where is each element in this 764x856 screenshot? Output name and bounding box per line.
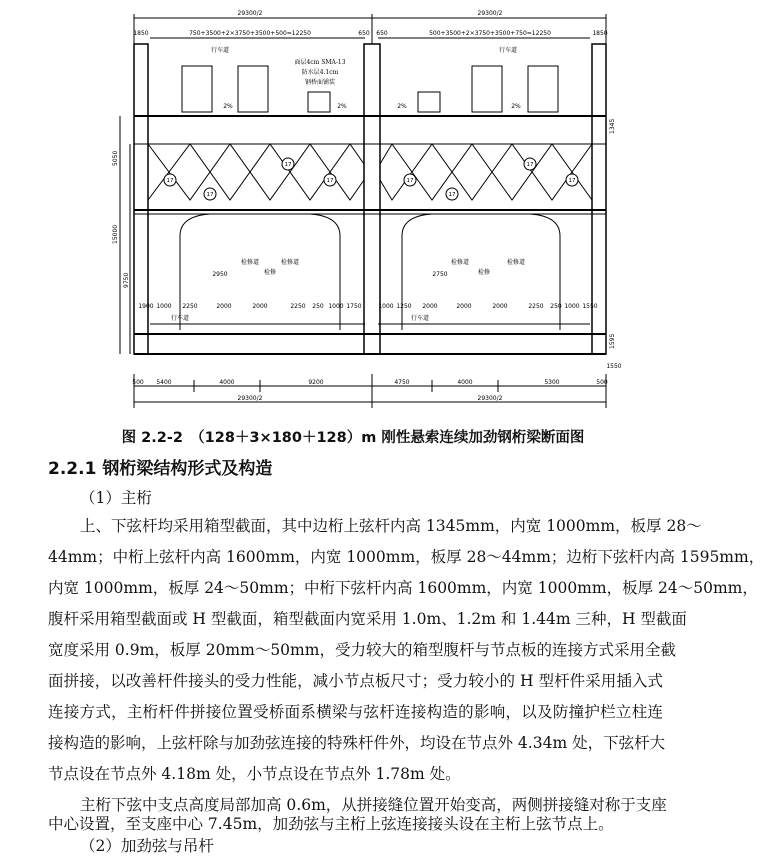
svg-text:9200: 9200 — [308, 379, 324, 386]
svg-text:2950: 2950 — [212, 271, 228, 278]
svg-text:1900: 1900 — [138, 303, 154, 310]
svg-text:500+3500+2×3750+3500+750=12250: 500+3500+2×3750+3500+750=12250 — [429, 30, 551, 37]
svg-text:2750: 2750 — [432, 271, 448, 278]
svg-text:2000: 2000 — [216, 303, 232, 310]
svg-text:2%: 2% — [223, 103, 233, 110]
svg-text:2250: 2250 — [182, 303, 198, 310]
svg-text:1750: 1750 — [346, 303, 362, 310]
truck-icon — [182, 66, 212, 112]
svg-text:行车道: 行车道 — [210, 47, 230, 54]
cross-section-drawing — [112, 4, 622, 414]
svg-text:17: 17 — [166, 178, 174, 184]
truck-icon — [238, 66, 268, 112]
svg-text:2250: 2250 — [290, 303, 306, 310]
svg-text:检修道: 检修道 — [450, 259, 470, 266]
svg-text:行车道: 行车道 — [170, 315, 190, 322]
truss-cross-section-svg — [112, 4, 622, 414]
svg-text:1595: 1595 — [609, 333, 616, 349]
svg-text:2000: 2000 — [456, 303, 472, 310]
svg-text:500: 500 — [596, 379, 608, 386]
section-heading: 2.2.1 钢桁梁结构形式及构造 — [48, 459, 273, 479]
subheading-main-truss: （1）主桁 — [80, 489, 152, 507]
svg-text:检修: 检修 — [263, 269, 277, 276]
svg-text:650: 650 — [358, 30, 370, 37]
svg-text:2%: 2% — [511, 103, 521, 110]
svg-text:5050: 5050 — [112, 150, 119, 166]
car-icon — [308, 92, 330, 112]
svg-text:17: 17 — [526, 162, 534, 168]
svg-text:2%: 2% — [397, 103, 407, 110]
svg-text:500: 500 — [132, 379, 144, 386]
svg-text:1550: 1550 — [582, 303, 598, 310]
svg-text:1850: 1850 — [592, 30, 608, 37]
svg-text:750+3500+2×3750+3500+500=12250: 750+3500+2×3750+3500+500=12250 — [189, 30, 311, 37]
svg-text:2000: 2000 — [252, 303, 268, 310]
svg-text:4000: 4000 — [219, 379, 235, 386]
figure-caption: 图 2.2-2 （128＋3×180＋128）m 刚性悬索连续加劲钢桁梁断面图 — [121, 430, 585, 446]
svg-text:17: 17 — [284, 162, 292, 168]
svg-text:250: 250 — [312, 303, 324, 310]
paragraph-line: 中心设置，至支座中心 7.45m，加劲弦与主桁上弦连接接头设在主桁上弦节点上。 — [48, 815, 614, 833]
paragraph-line: 节点设在节点外 4.18m 处，小节点设在节点外 1.78m 处。 — [48, 765, 461, 783]
svg-text:4750: 4750 — [394, 379, 410, 386]
paragraph-line: 面拼接，以改善杆件接头的受力性能，减小节点板尺寸；受力较小的 H 型杆件采用插入式 — [48, 672, 663, 690]
paragraph-line: 44mm；中桁上弦杆内高 1600mm，内宽 1000mm，板厚 28～44mm；边桁下弦杆内高 1595mm， — [48, 548, 764, 566]
svg-text:5300: 5300 — [544, 379, 560, 386]
svg-text:1345: 1345 — [609, 118, 616, 134]
svg-text:2000: 2000 — [422, 303, 438, 310]
svg-text:钢桥面铺装: 钢桥面铺装 — [304, 79, 336, 86]
top-dim-right: 29300/2 — [477, 10, 503, 17]
svg-text:650: 650 — [376, 30, 388, 37]
svg-text:29300/2: 29300/2 — [477, 395, 503, 402]
svg-text:1000: 1000 — [156, 303, 172, 310]
svg-text:1000: 1000 — [564, 303, 580, 310]
svg-text:检修: 检修 — [477, 269, 491, 276]
svg-text:17: 17 — [206, 192, 214, 198]
svg-text:2000: 2000 — [492, 303, 508, 310]
subheading-stiffening-chord: （2）加劲弦与吊杆 — [80, 837, 214, 855]
svg-text:9750: 9750 — [123, 272, 130, 288]
svg-text:1550: 1550 — [606, 363, 622, 370]
svg-text:行车道: 行车道 — [410, 315, 430, 322]
svg-text:检修道: 检修道 — [240, 259, 260, 266]
car-icon — [418, 92, 440, 112]
paragraph-line: 主桁下弦中支点高度局部加高 0.6m，从拼接缝位置开始变高，两侧拼接缝对称于支座 — [80, 796, 667, 814]
svg-text:检修道: 检修道 — [280, 259, 300, 266]
paragraph-line: 连接方式，主桁杆件拼接位置受桥面系横梁与弦杆连接构造的影响，以及防撞护栏立柱连 — [48, 703, 663, 721]
svg-text:1000: 1000 — [328, 303, 344, 310]
svg-text:17: 17 — [326, 178, 334, 184]
svg-text:检修道: 检修道 — [506, 259, 526, 266]
svg-text:2%: 2% — [337, 103, 347, 110]
svg-text:17: 17 — [568, 178, 576, 184]
top-dim-left: 29300/2 — [237, 10, 263, 17]
svg-text:防水层4.1cm: 防水层4.1cm — [301, 69, 339, 76]
svg-text:5400: 5400 — [156, 379, 172, 386]
paragraph-line: 宽度采用 0.9m，板厚 20mm～50mm，受力较大的箱型腹杆与节点板的连接方式采用全截 — [48, 641, 676, 659]
paragraph-line: 腹杆采用箱型截面或 H 型截面，箱型截面内宽采用 1.0m、1.2m 和 1.44m 三种，H 型截面 — [48, 610, 687, 628]
svg-text:4000: 4000 — [457, 379, 473, 386]
truck-icon — [472, 66, 502, 112]
svg-text:17: 17 — [448, 192, 456, 198]
svg-text:1000: 1000 — [378, 303, 394, 310]
truck-icon — [528, 66, 558, 112]
svg-text:29300/2: 29300/2 — [237, 395, 263, 402]
svg-text:面层4cm SMA-13: 面层4cm SMA-13 — [294, 59, 346, 66]
svg-text:17: 17 — [406, 178, 414, 184]
svg-text:2250: 2250 — [528, 303, 544, 310]
svg-text:行车道: 行车道 — [498, 47, 518, 54]
svg-text:1850: 1850 — [133, 30, 149, 37]
svg-text:250: 250 — [550, 303, 562, 310]
svg-text:15000: 15000 — [112, 224, 119, 244]
paragraph-line: 内宽 1000mm，板厚 24～50mm；中桁下弦杆内高 1600mm，内宽 1000mm，板厚 24～50mm， — [48, 579, 758, 597]
svg-text:1250: 1250 — [396, 303, 412, 310]
paragraph-line: 上、下弦杆均采用箱型截面，其中边桁上弦杆内高 1345mm，内宽 1000mm，板厚 28～ — [80, 517, 702, 535]
paragraph-line: 接构造的影响，上弦杆除与加劲弦连接的特殊杆件外，均设在节点外 4.34m 处，下弦杆大 — [48, 734, 666, 752]
